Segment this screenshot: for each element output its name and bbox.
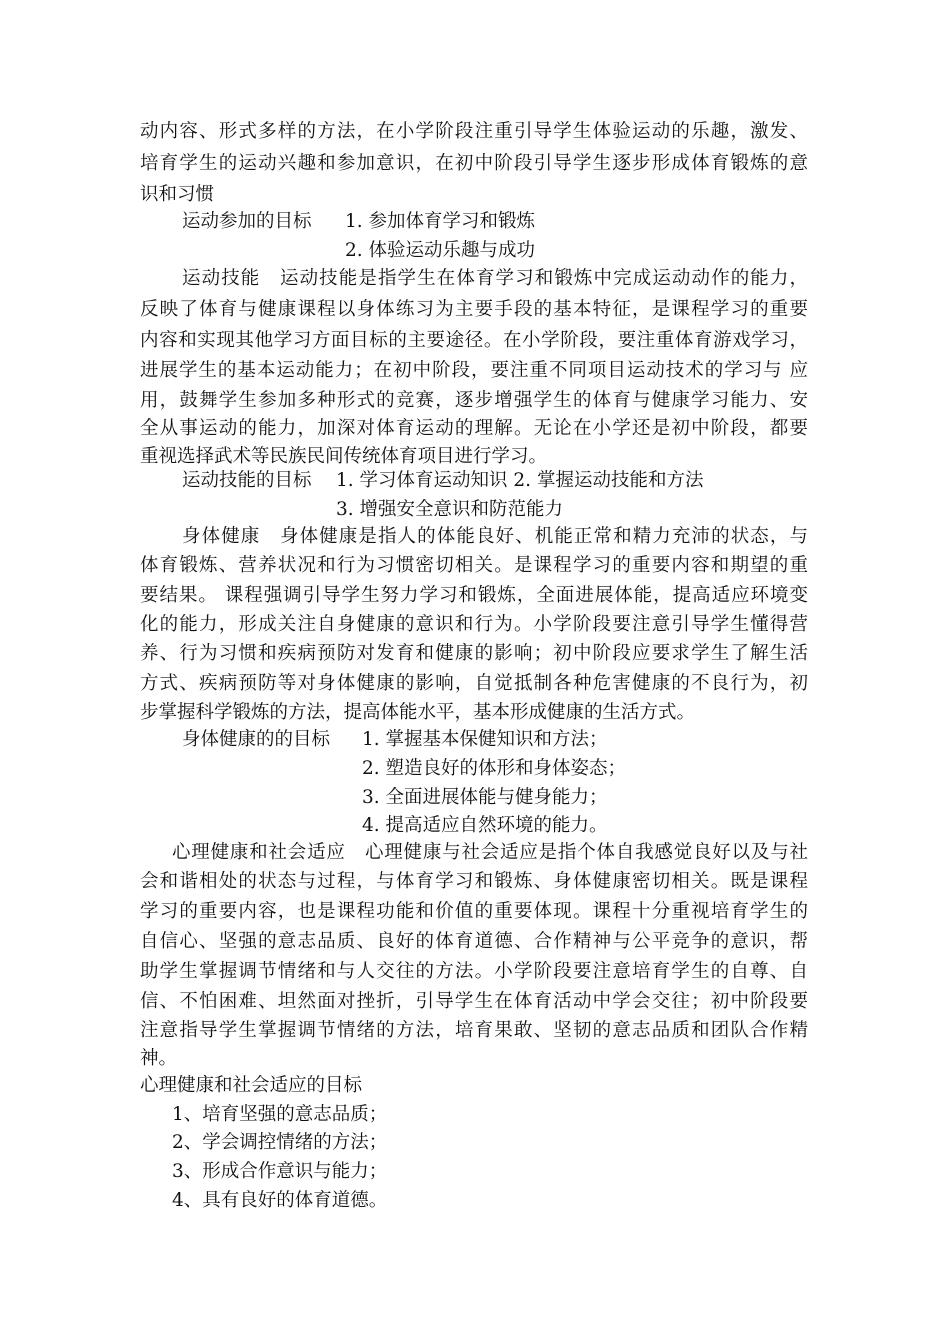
goal-item: 1. 参加体育学习和锻炼 xyxy=(345,211,536,232)
paragraph-line: 自信心、坚强的意志品质、良好的体育道德、合作精神与公平竞争的意识，帮 xyxy=(140,931,808,952)
list-item: 1、培育坚强的意志品质； xyxy=(172,1104,388,1125)
goal-label-skills: 运动技能的目标 xyxy=(182,470,312,491)
goal-item: 4. 提高适应自然环境的能力。 xyxy=(362,815,608,836)
paragraph-line: 要结果。 课程强调引导学生努力学习和锻炼，全面进展体能，提高适应环境变 xyxy=(140,585,808,606)
paragraph-line: 神。 xyxy=(140,1048,178,1069)
goal-item: 3. 全面进展体能与健身能力； xyxy=(362,787,608,808)
paragraph-line: 心理健康和社会适应 心理健康与社会适应是指个体自我感觉良好以及与社 xyxy=(172,842,808,863)
paragraph-line: 内容和实现其他学习方面目标的主要途径。在小学阶段，要注重体育游戏学习， xyxy=(140,330,808,351)
paragraph-line: 注意指导学生掌握调节情绪的方法，培育果敢、坚韧的意志品质和团队合作精 xyxy=(140,1020,808,1041)
goal-label-participation: 运动参加的目标 xyxy=(182,211,312,232)
paragraph-line: 动内容、形式多样的方法，在小学阶段注重引导学生体验运动的乐趣，激发、 xyxy=(140,121,808,142)
paragraph-line: 识和习惯 xyxy=(140,184,215,205)
goal-item: 2. 塑造良好的体形和身体姿态； xyxy=(362,758,627,779)
paragraph-line: 身体健康 身体健康是指人的体能良好、机能正常和精力充沛的状态，与 xyxy=(182,526,808,547)
paragraph-line: 步掌握科学锻炼的方法，提高体能水平，基本形成健康的生活方式。 xyxy=(140,702,696,723)
paragraph-line: 学习的重要内容，也是课程功能和价值的重要体现。课程十分重视培育学生的 xyxy=(140,901,808,922)
paragraph-line: 重视选择武术等民族民间传统体育项目进行学习。 xyxy=(140,446,548,467)
paragraph-line: 全从事运动的能力，加深对体育运动的理解。无论在小学还是初中阶段，都要 xyxy=(140,418,808,439)
paragraph-line: 运动技能 运动技能是指学生在体育学习和锻炼中完成运动动作的能力， xyxy=(182,268,808,289)
paragraph-line: 培育学生的运动兴趣和参加意识，在初中阶段引导学生逐步形成体育锻炼的意 xyxy=(140,153,808,174)
paragraph-line: 方式、疾病预防等对身体健康的影响，自觉抵制各种危害健康的不良行为，初 xyxy=(140,673,808,694)
paragraph-line: 化的能力，形成关注自身健康的意识和行为。小学阶段要注意引导学生懂得营 xyxy=(140,614,808,635)
goal-item: 1. 学习体育运动知识 2. 掌握运动技能和方法 xyxy=(336,470,704,491)
paragraph-line: 进展学生的基本运动能力；在初中阶段，要注重不同项目运动技术的学习与 应 xyxy=(140,360,808,381)
paragraph-line: 用，鼓舞学生参加多种形式的竞赛，逐步增强学生的体育与健康学习能力、安 xyxy=(140,390,808,411)
list-item: 3、形成合作意识与能力； xyxy=(172,1161,388,1182)
paragraph-line: 助学生掌握调节情绪和与人交往的方法。小学阶段要注意培育学生的自尊、自 xyxy=(140,961,808,982)
paragraph-line: 反映了体育与健康课程以身体练习为主要手段的基本特征，是课程学习的重要 xyxy=(140,299,808,320)
paragraph-line: 体育锻炼、营养状况和行为习惯密切相关。是课程学习的重要内容和期望的重 xyxy=(140,555,808,576)
list-item: 4、具有良好的体育道德。 xyxy=(172,1190,388,1211)
paragraph-line: 会和谐相处的状态与过程，与体育学习和锻炼、身体健康密切相关。既是课程 xyxy=(140,871,808,892)
section-heading: 心理健康和社会适应的目标 xyxy=(140,1075,363,1096)
goal-item: 3. 增强安全意识和防范能力 xyxy=(336,499,564,520)
paragraph-line: 养、行为习惯和疾病预防对发育和健康的影响；初中阶段应要求学生了解生活 xyxy=(140,643,808,664)
paragraph-line: 信、不怕困难、坦然面对挫折，引导学生在体育活动中学会交往；初中阶段要 xyxy=(140,991,808,1012)
list-item: 2、学会调控情绪的方法； xyxy=(172,1132,388,1153)
goal-item: 1. 掌握基本保健知识和方法； xyxy=(362,729,608,750)
goal-label-health: 身体健康的的目标 xyxy=(182,729,331,750)
goal-item: 2. 体验运动乐趣与成功 xyxy=(345,240,536,261)
